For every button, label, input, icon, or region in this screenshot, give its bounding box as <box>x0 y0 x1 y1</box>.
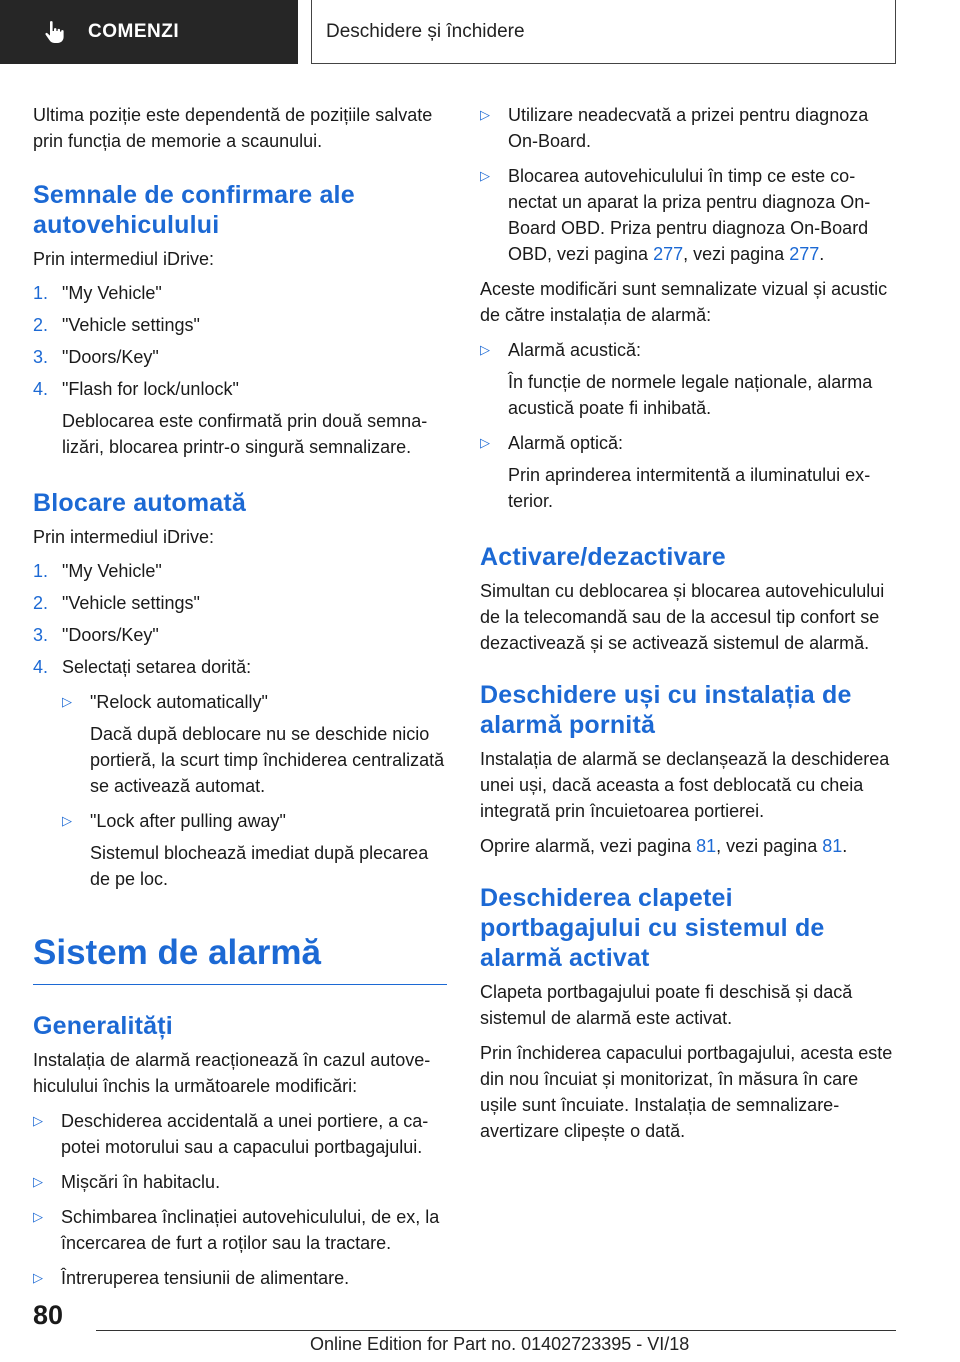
list-item: ▷ Întreruperea tensiunii de alimentare. <box>33 1265 447 1291</box>
page-link[interactable]: 81 <box>696 836 717 856</box>
signal-optical-desc: Prin aprinderea intermitentă a iluminatului exterior. <box>508 465 871 511</box>
option-lock-after-driving: ▷ "Lock after pulling away" <box>62 808 447 834</box>
left-column <box>33 102 447 1291</box>
signal-acoustic: ▷ Alarmă acustică: <box>480 337 896 363</box>
heading-confirmation-signals: Semnale de confirmare ale autovehiculului <box>33 181 355 239</box>
page-link[interactable]: 277 <box>789 244 820 264</box>
triangle-bullet-icon: ▷ <box>33 1270 43 1285</box>
heading-activation: Activare/dezactivare <box>480 543 726 571</box>
general-text: Instalația de alarmă reacționează în cazul autovehiculului închis la următoarele modificări: <box>33 1050 431 1096</box>
page-number: 80 <box>33 1300 64 1330</box>
activation-text: Simultan cu deblocarea și blocarea autovehiculului de la telecomandă sau de la accesul tip confort se dezactivează și se activează sistemul de alarmă. <box>480 581 885 653</box>
list-item: 4. "Flash for lock/unlock" <box>33 379 239 399</box>
chapter-label: COMENZI <box>88 21 180 42</box>
option-lock-after-driving-desc: Sistemul blochează imediat după plecarea de pe loc. <box>90 843 429 889</box>
triangle-bullet-icon: ▷ <box>62 813 72 828</box>
right-column <box>480 102 896 1144</box>
list-item: 4. Selectați setarea dorită: <box>33 657 252 677</box>
triangle-bullet-icon: ▷ <box>33 1174 43 1189</box>
chapter-tab[interactable] <box>0 0 298 64</box>
page-link[interactable]: 81 <box>822 836 843 856</box>
confirm-note: Deblocarea este confirmată prin două semnalizări, blocarea printr-o singură semnalizare. <box>62 411 428 457</box>
option-relock-desc: Dacă după deblocare nu se deschide nicio portieră, la scurt timp închiderea centralizată se activează automat. <box>90 724 445 796</box>
list-item: 3. "Doors/Key" <box>33 625 159 645</box>
triangle-bullet-icon: ▷ <box>33 1113 43 1128</box>
heading-doors-alarm: Deschidere uși cu instalația de alarmă pornită <box>480 681 852 739</box>
signal-text: Aceste modificări sunt semnalizate vizual și acustic de către instalația de alarmă: <box>480 279 888 325</box>
trunk-text-1: Clapeta portbagajului poate fi deschisă și dacă sistemul de alarmă este activat. <box>480 982 853 1028</box>
triangle-bullet-icon: ▷ <box>480 168 490 183</box>
signal-optical: ▷ Alarmă optică: <box>480 430 896 456</box>
footer-edition: Online Edition for Part no. 01402723395 - VI/18 <box>310 1334 690 1354</box>
list-item: ▷ Blocarea autovehiculului în timp ce este conectat un aparat la priza pentru diagnoza On-Board OBD. Priza pentru diagnoza On-Board OBD, vezi pagina 277, vezi pagina 277. <box>480 163 896 267</box>
list-item: ▷ Deschiderea accidentală a unei portiere, a capotei motorului sau a capacului portbagajului. <box>33 1108 447 1160</box>
heading-general: Generalități <box>33 1012 173 1040</box>
list-item: 1. "My Vehicle" <box>33 283 162 303</box>
heading-rule <box>33 984 447 985</box>
hand-pointer-icon <box>44 20 66 44</box>
list-item: 2. "Vehicle settings" <box>33 315 200 335</box>
option-relock: ▷ "Relock automatically" <box>62 689 447 715</box>
heading-auto-lock: Blocare automată <box>33 489 246 517</box>
autolock-via: Prin intermediul iDrive: <box>33 527 215 547</box>
list-item: 3. "Doors/Key" <box>33 347 159 367</box>
trunk-text-2: Prin închiderea capacului portbagajului, acesta este din nou încuiat și monitorizat, în măsura în care ușile sunt încuiate. Instalația de semnalizare-avertizare clipește o dată. <box>480 1043 893 1141</box>
confirm-via: Prin intermediul iDrive: <box>33 249 215 269</box>
triangle-bullet-icon: ▷ <box>480 435 490 450</box>
triangle-bullet-icon: ▷ <box>62 694 72 709</box>
doors-text: Instalația de alarmă se declanșează la deschiderea unei uși, dacă aceasta a fost deblocată cu cheia integrată prin încuietoarea portierei. <box>480 749 890 821</box>
triangle-bullet-icon: ▷ <box>33 1209 43 1224</box>
section-label: Deschidere și închidere <box>326 20 525 42</box>
heading-alarm-system: Sistem de alarmă <box>33 933 321 972</box>
list-item: 1. "My Vehicle" <box>33 561 162 581</box>
triangle-bullet-icon: ▷ <box>480 107 490 122</box>
heading-trunk-alarm: Deschiderea clapetei portbagajului cu sistemul de alarmă activat <box>480 884 825 972</box>
signal-acoustic-desc: În funcție de normele legale naționale, alarma acustică poate fi inhibată. <box>508 372 873 418</box>
triangle-bullet-icon: ▷ <box>480 342 490 357</box>
list-item: 2. "Vehicle settings" <box>33 593 200 613</box>
list-item: ▷ Utilizare neadecvată a prizei pentru diagnoza On-Board. <box>480 102 896 154</box>
intro-paragraph: Ultima poziție este dependentă de pozițiile salvate prin funcția de memorie a scaunului. <box>33 105 433 151</box>
list-item: ▷ Schimbarea înclinației autovehiculului, de ex, la încercarea de furt a roților sau la tractare. <box>33 1204 447 1256</box>
section-tab[interactable] <box>311 0 896 64</box>
page-link[interactable]: 277 <box>653 244 684 264</box>
stop-alarm-text: Oprire alarmă, vezi pagina 81, vezi pagina 81. <box>480 836 848 856</box>
list-item: ▷ Mișcări în habitaclu. <box>33 1169 447 1195</box>
footer-rule <box>96 1330 896 1331</box>
